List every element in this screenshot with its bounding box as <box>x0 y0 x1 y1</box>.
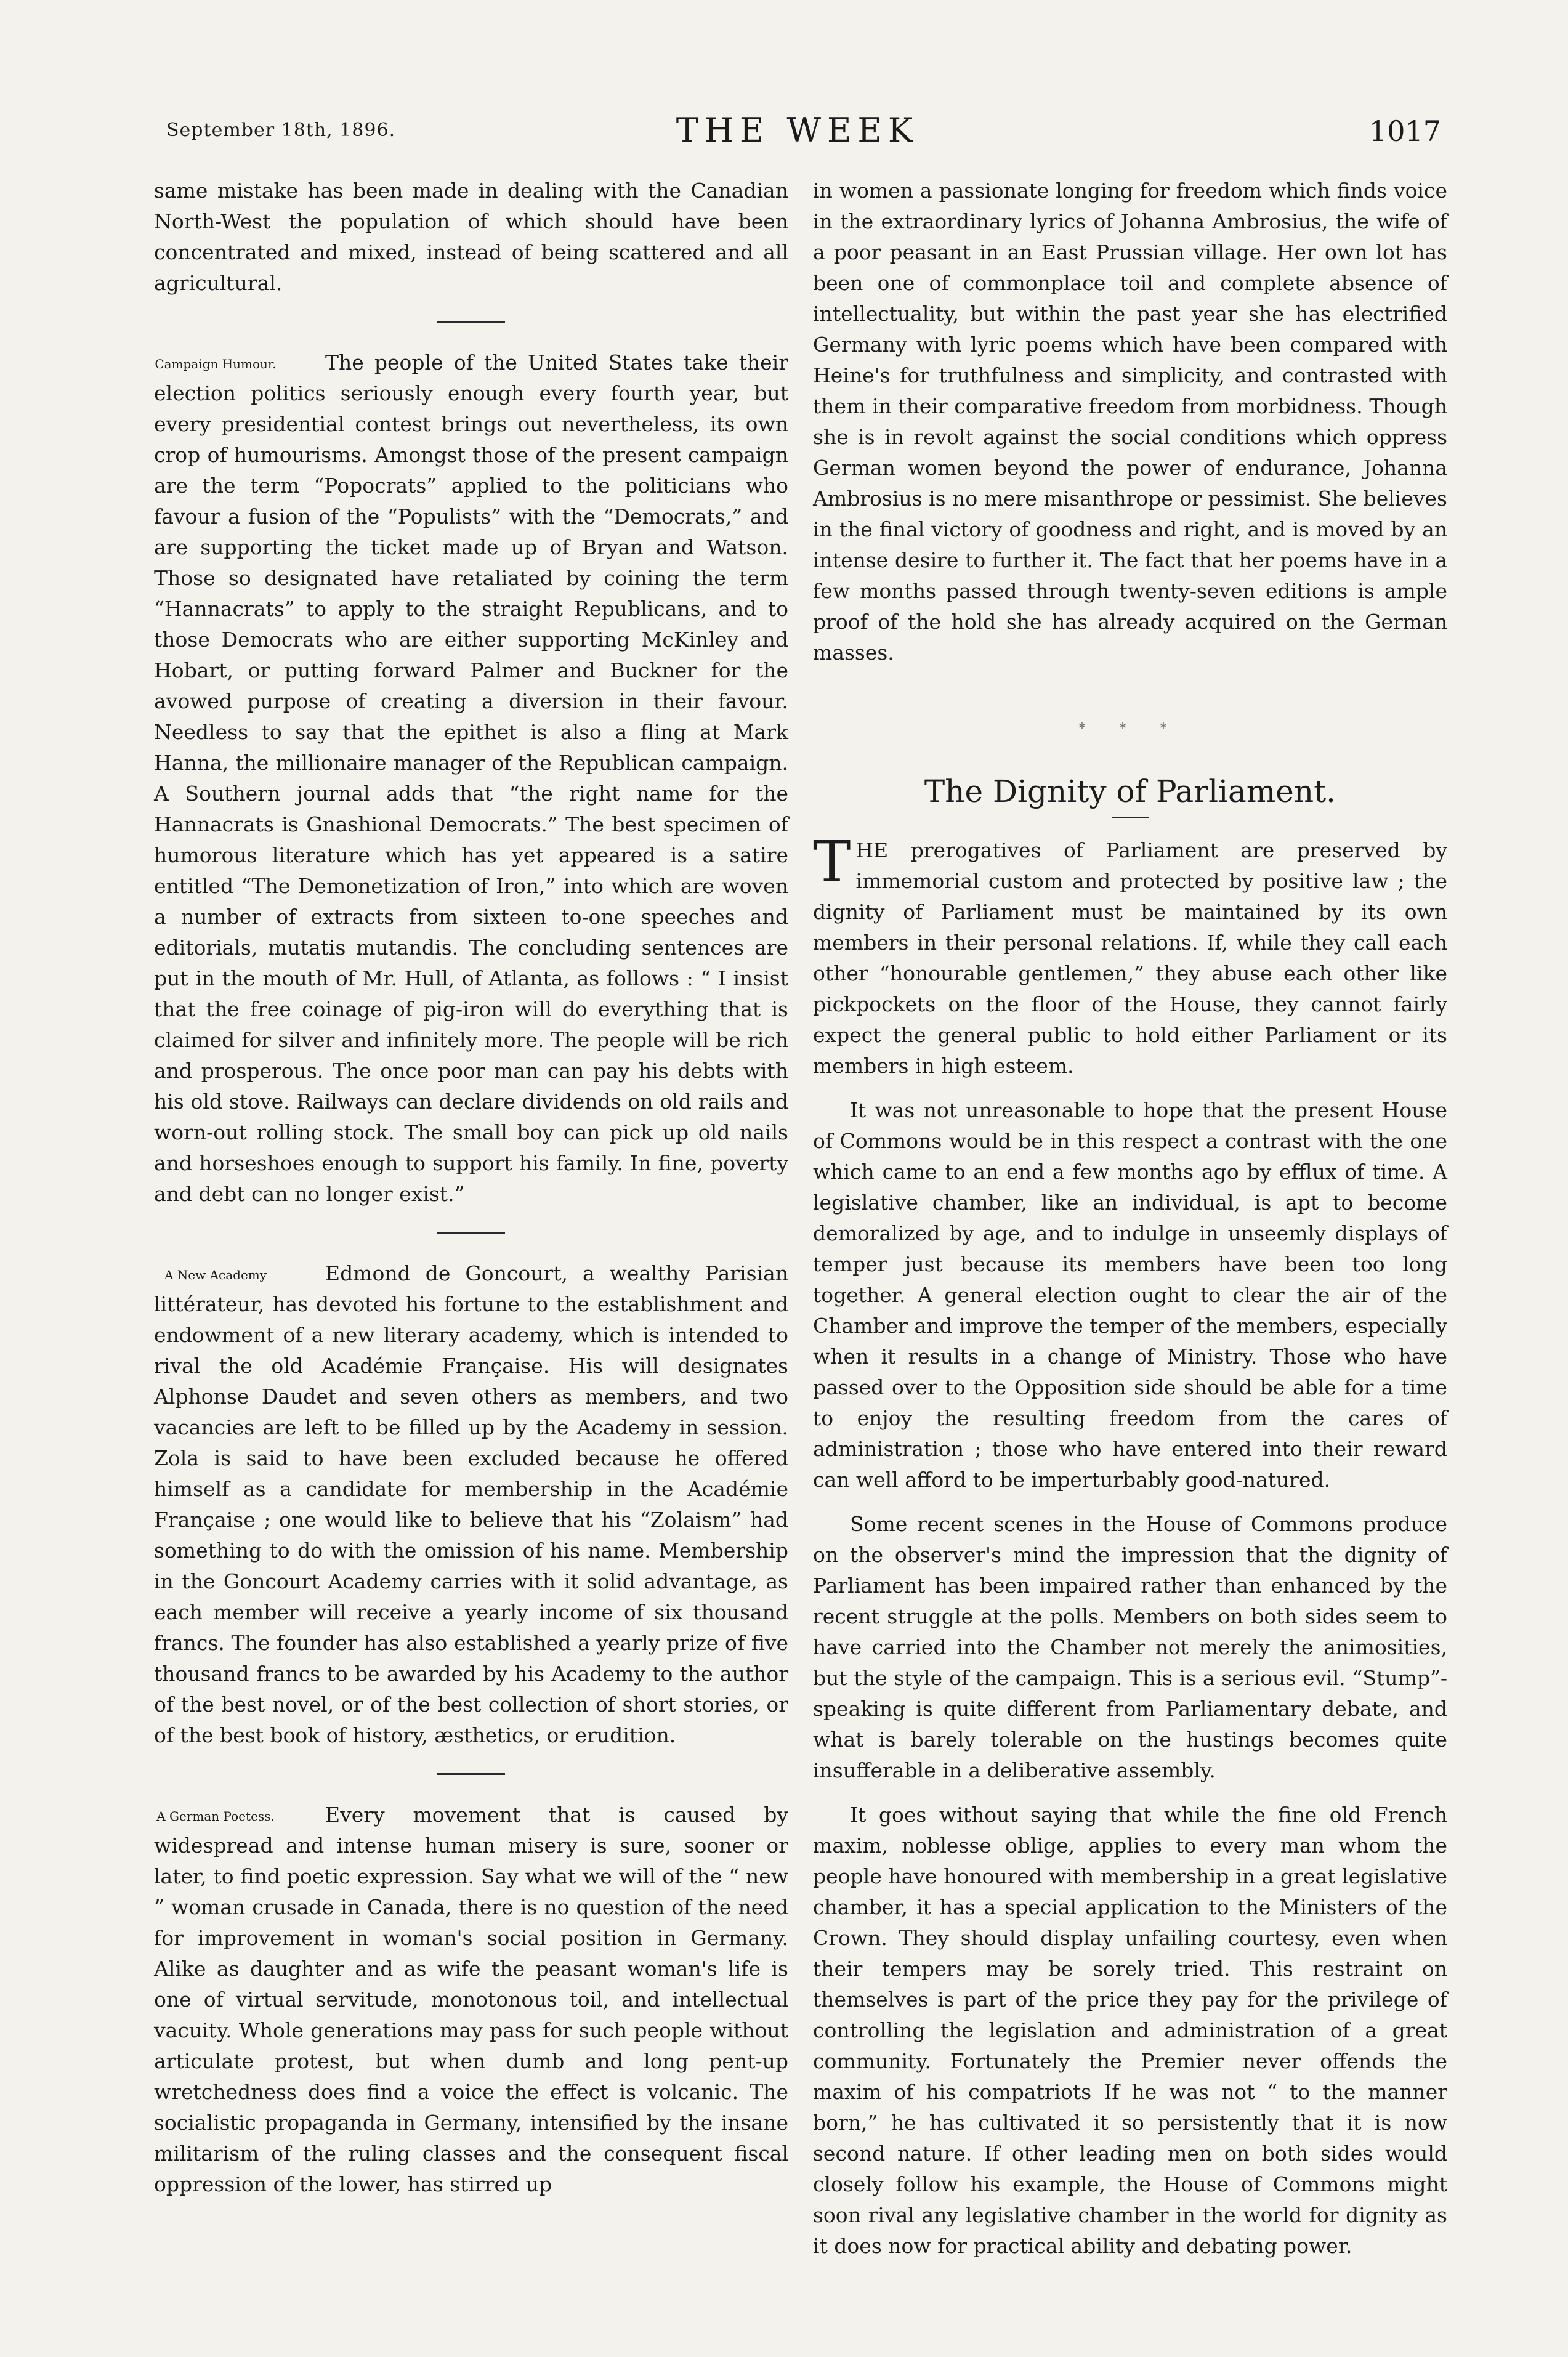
section-text: The people of the United States take their election politics seriously enough every fourth year, but every presidential contest brings out nevertheless, its own crop of humourisms. Amongst those of the present campaign are the term “Popocrats” applied to the politicians who favour a fusion of the “Populists” with the “Democrats,” and are supporting the ticket made up of Bryan and Watson. Those so designated have retaliated by coining the term “Hannacrats” to apply to the straight Republicans, and to those Democrats who are either supporting McKinley and Hobart, or putting forward Palmer and Buckner for the avowed purpose of creating a diversion in their favour. Needless to say that the epithet is also a fling at Mark Hanna, the millionaire manager of the Republican campaign. A Southern journal adds that “the right name for the Hannacrats is Gnashional Democrats.” The best specimen of humorous literature which has yet appeared is a satire entitled “The Demonetization of Iron,” into which are woven a number of extracts from sixteen to-one speeches and editorials, mutatis mutandis. The concluding sentences are put in the mouth of Mr. Hull, of Atlanta, as follows : “ I insist that the free coinage of pig-iron will do everything that is claimed for silver and infinitely more. The people will be rich and prosperous. The once poor man can pay his debts with his old stove. Railways can declare dividends on old rails and worn-out rolling stock. The small boy can pick up old nails and horseshoes enough to support his family. In fine, poverty and debt can no longer exist.” <box>154 350 788 1206</box>
continuation-paragraph: in women a passionate longing for freedom which finds voice in the extraordinary lyrics of Johanna Ambrosius, the wife of a poor peasant in an East Prussian village. Her own lot has been one of commonplace toil and complete absence of intellectuality, but within the past year she has electrified Germany with lyric poems which have been compared with Heine's for truthfulness and simplicity, and contrasted with them in their comparative freedom from morbidness. Though she is in revolt against the social conditions which oppress German women beyond the power of endurance, Johanna Ambrosius is no mere misanthrope or pessimist. She believes in the final victory of goodness and right, and is moved by an intense desire to further it. The fact that her poems have in a few months passed through twenty-seven editions is ample proof of the hold she has already acquired on the German masses. <box>813 179 1447 665</box>
publication-title: THE WEEK <box>676 111 919 150</box>
sidehead: A New Academy <box>164 1267 267 1282</box>
first-paragraph-text: HE prerogatives of Parliament are preserved by immemorial custom and protected by positive law ; the dignity of Parliament must be maintained by its own members in their personal relations. If, while they call each other “honourable gentlemen,” they abuse each other like pickpockets on the floor of the House, they cannot fairly expect the general public to hold either Parliament or its members in high esteem. <box>813 838 1447 1078</box>
sidehead: Campaign Humour. <box>155 357 277 371</box>
article-title: The Dignity of Parliament. <box>924 774 1336 809</box>
section-divider <box>437 1773 505 1775</box>
page-number: 1017 <box>1368 115 1441 148</box>
intro-paragraph: same mistake has been made in dealing with the Canadian North-West the population of which should have been concentrated and mixed, instead of being scattered and all agricultural. <box>154 179 788 295</box>
article-paragraph: Some recent scenes in the House of Commons produce on the observer's mind the impression that the dignity of Parliament has been impaired rather than enhanced by the recent struggle at the polls. Members on both sides seem to have carried into the Chamber not merely the animosities, but the style of the campaign. This is a serious evil. “Stump”-speaking is quite different from Parliamentary debate, and what is barely tolerable on the hustings becomes quite insufferable in a deliberative assembly. <box>813 1512 1447 1782</box>
drop-cap: T <box>813 829 851 895</box>
section-text: Every movement that is caused by widespread and intense human misery is sure, sooner or later, to find poetic expression. Say what we will of the “ new ” woman crusade in Canada, there is no question of the need for improvement in woman's social position in Germany. Alike as daughter and as wife the peasant woman's life is one of virtual servitude, monotonous toil, and intellectual vacuity. Whole generations may pass for such people without articulate protest, but when dumb and long pent-up wretchedness does find a voice the effect is volcanic. The socialistic propaganda in Germany, intensified by the insane militarism of the ruling classes and the consequent fiscal oppression of the lower, has stirred up <box>154 1803 788 2196</box>
section-text: Edmond de Goncourt, a wealthy Parisian littérateur, has devoted his fortune to the establishment and endowment of a new literary academy, which is intended to rival the old Académie Française. His will designates Alphonse Daudet and seven others as members, and two vacancies are left to be filled up by the Academy in session. Zola is said to have been excluded because he offered himself as a candidate for membership in the Académie Française ; one would like to believe that his “Zolaism” had something to do with the omission of his name. Membership in the Goncourt Academy carries with it solid advantage, as each member will receive a yearly income of six thousand francs. The founder has also established a yearly prize of five thousand francs to be awarded by his Academy to the author of the best novel, or of the best collection of short stories, or of the best book of history, æsthetics, or erudition. <box>154 1261 788 1747</box>
section-new-academy <box>154 1258 788 1751</box>
ornament-divider: * * * <box>1078 721 1182 737</box>
section-divider <box>437 1232 505 1234</box>
article-first-paragraph <box>813 829 1447 1081</box>
section-divider <box>437 321 505 323</box>
sidehead: A German Poetess. <box>156 1809 275 1824</box>
article-paragraph: It goes without saying that while the fine old French maxim, noblesse oblige, applies to every man whom the people have honoured with membership in a great legislative chamber, it has a special application to the Ministers of the Crown. They should display unfailing courtesy, even when their tempers may be sorely tried. This restraint on themselves is part of the price they pay for the privilege of controlling the legislation and administration of a great community. Fortunately the Premier never offends the maxim of his compatriots If he was not “ to the manner born,” he has cultivated it so persistently that it is now second nature. If other leading men on both sides would closely follow his example, the House of Commons might soon rival any legislative chamber in the world for dignity as it does now for practical ability and debating power. <box>813 1803 1447 2258</box>
right-column <box>813 176 1447 2262</box>
left-column <box>154 176 788 2200</box>
title-rule <box>1112 817 1149 818</box>
issue-date: September 18th, 1896. <box>166 119 396 141</box>
section-german-poetess <box>154 1800 788 2200</box>
section-campaign-humour <box>154 347 788 1210</box>
page-header <box>154 111 1441 160</box>
article-paragraph: It was not unreasonable to hope that the present House of Commons would be in this respect a contrast with the one which came to an end a few months ago by efflux of time. A legislative chamber, like an individual, is apt to become demoralized by age, and to indulge in unseemly displays of temper just because its members have been too long together. A general election ought to clear the air of the Chamber and improve the temper of the members, especially when it results in a change of Ministry. Those who have passed over to the Opposition side should be able for a time to enjoy the resulting freedom from the cares of administration ; those who have entered into their reward can well afford to be imperturbably good-natured. <box>813 1098 1447 1492</box>
